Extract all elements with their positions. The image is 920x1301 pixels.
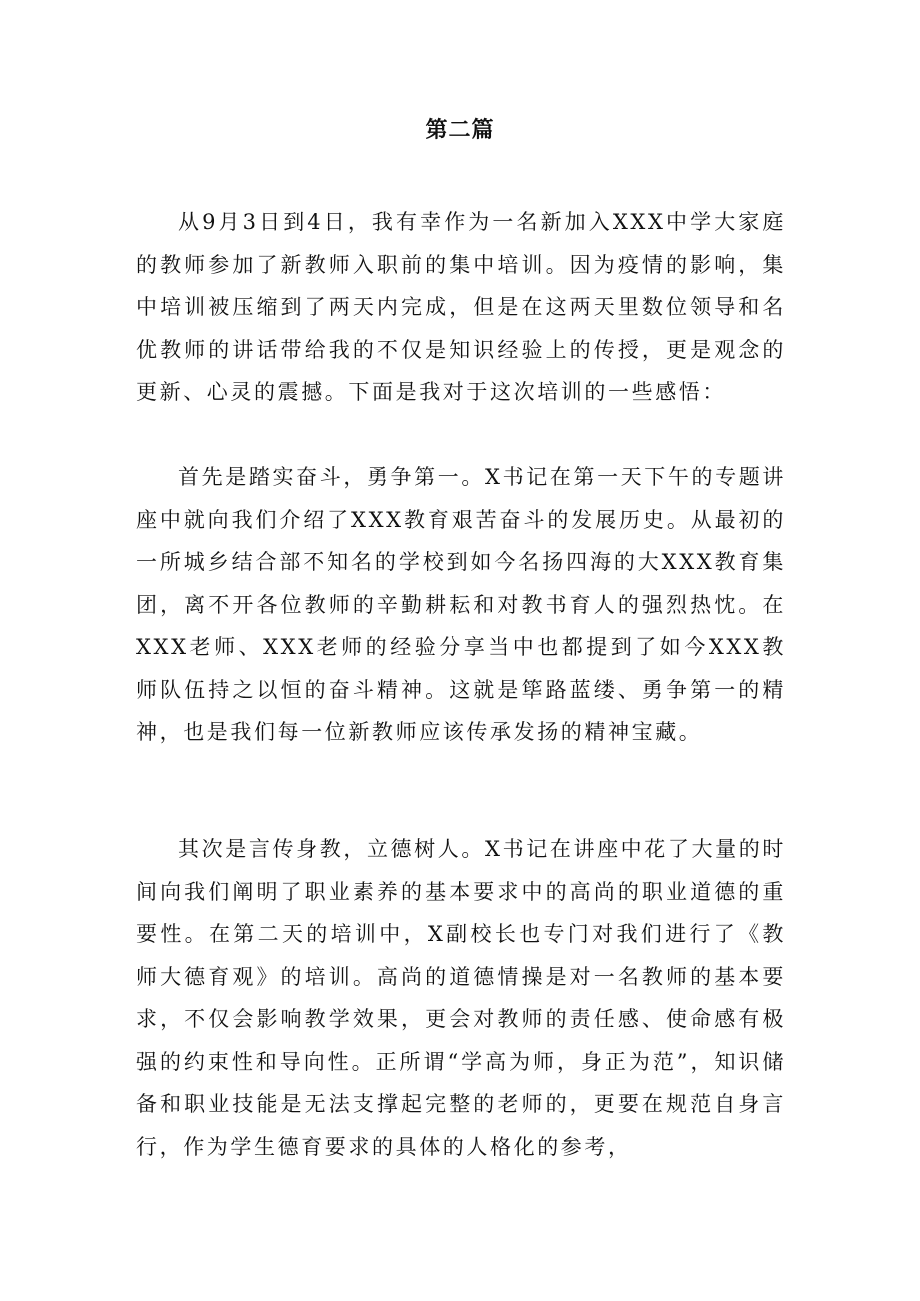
paragraph-second-point: 其次是言传身教，立德树人。X书记在讲座中花了大量的时间向我们阐明了职业素养的基本要求中的高尚的职业道德的重要性。在第二天的培训中，X副校长也专门对我们进行了《教师大德育观》的培训。高尚的道德情操是对一名教师的基本要求，不仅会影响教学效果，更会对教师的责任感、使命感有极强的约束性和导向性。正所谓“学高为师，身正为范”，知识储备和职业技能是无法支撑起完整的老师的，更要在规范自身言行，作为学生德育要求的具体的人格化的参考， [136, 837, 786, 1159]
paragraph-intro: 从9月3日到4日，我有幸作为一名新加入XXX中学大家庭的教师参加了新教师入职前的集中培训。因为疫情的影响，集中培训被压缩到了两天内完成，但是在这两天里数位领导和名优教师的讲话带给我的不仅是知识经验上的传授，更是观念的更新、心灵的震撼。下面是我对于这次培训的一些感悟： [136, 210, 786, 404]
paragraph-first-point: 首先是踏实奋斗，勇争第一。X书记在第一天下午的专题讲座中就向我们介绍了XXX教育艰苦奋斗的发展历史。从最初的一所城乡结合部不知名的学校到如今名扬四海的大XXX教育集团，离不开各位教师的辛勤耕耘和对教书育人的强烈热忱。在XXX老师、XXX老师的经验分享当中也都提到了如今XXX教师队伍持之以恒的奋斗精神。这就是筚路蓝缕、勇争第一的精神，也是我们每一位新教师应该传承发扬的精神宝藏。 [136, 465, 786, 744]
document-title: 第二篇 [425, 118, 495, 143]
